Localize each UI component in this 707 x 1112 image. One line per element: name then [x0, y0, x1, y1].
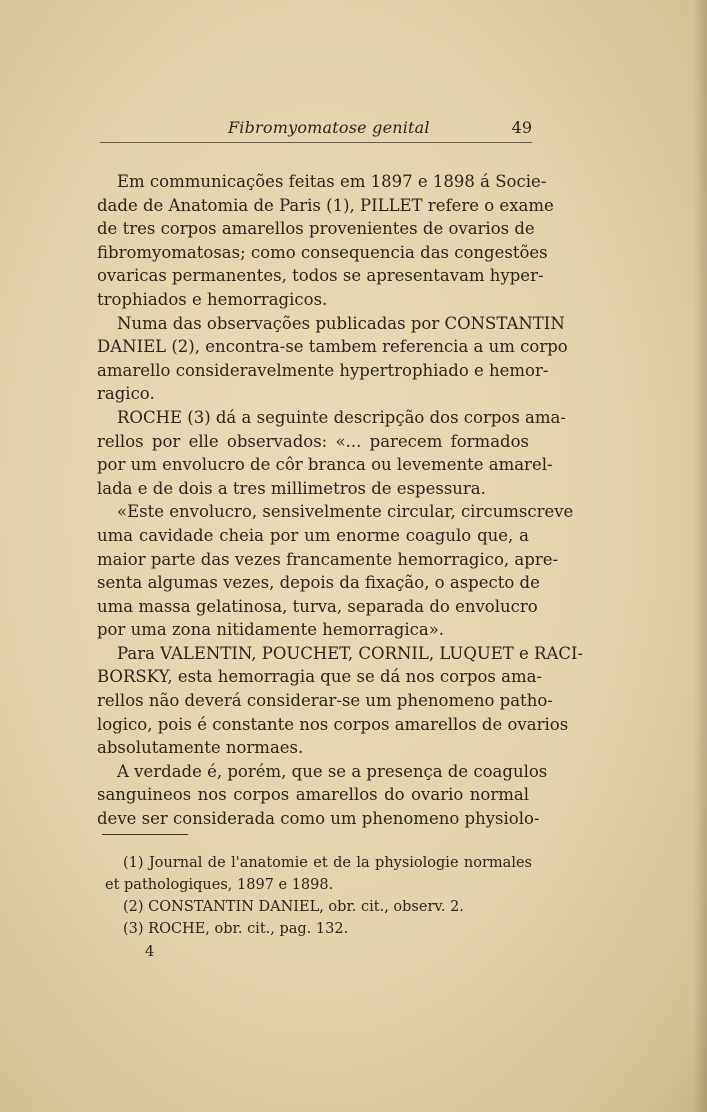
body-line: Em communicações feitas em 1897 e 1898 á Socie-: [117, 172, 547, 191]
footnote-line: et pathologiques, 1897 e 1898.: [105, 877, 334, 893]
page-number: 49: [511, 118, 532, 137]
body-text: [97, 170, 584, 831]
body-line: por um envolucro de côr branca ou levemente amarel-: [97, 455, 553, 475]
body-line: DANIEL (2), encontra-se tambem referencia a um corpo: [97, 337, 568, 357]
footnotes: [105, 852, 532, 940]
body-line: maior parte das vezes francamente hemorragico, apre-: [97, 549, 559, 569]
body-line: de tres corpos amarellos provenientes de ovarios de: [97, 219, 535, 239]
body-line: sanguineos nos corpos amarellos do ovario normal: [97, 785, 529, 805]
body-line: por uma zona nitidamente hemorragica».: [97, 620, 445, 640]
footnote-divider: [102, 834, 188, 835]
body-line: fibromyomatosas; como consequencia das congestões: [97, 242, 548, 262]
body-line: Para VALENTIN, POUCHET, CORNIL, LUQUET e RACI-: [117, 643, 584, 663]
body-line: lada e de dois a tres millimetros de espessura.: [97, 478, 486, 498]
body-line: amarello consideravelmente hypertrophiado e hemor-: [97, 360, 549, 380]
running-title: Fibromyomatose genital: [228, 118, 430, 137]
body-line: absolutamente normaes.: [97, 738, 304, 758]
body-line: deve ser considerada como um phenomeno physiolo-: [97, 809, 540, 829]
body-line: A verdade é, porém, que se a presença de coagulos: [117, 761, 548, 781]
body-line: logico, pois é constante nos corpos amarellos de ovarios: [97, 714, 569, 734]
body-line: rellos por elle observados: «... parecem formados: [97, 431, 529, 451]
signature-mark: 4: [145, 944, 155, 960]
footnote-line: (2) CONSTANTIN DANIEL, obr. cit., observ. 2.: [123, 899, 464, 915]
body-line: ovaricas permanentes, todos se apresentavam hyper-: [97, 266, 544, 286]
body-line: uma massa gelatinosa, turva, separada do envolucro: [97, 596, 538, 616]
body-line: ROCHE (3) dá a seguinte descripção dos corpos ama-: [117, 407, 566, 427]
page-header: [100, 116, 532, 143]
body-line: «Este envolucro, sensivelmente circular, circumscreve: [117, 502, 574, 522]
page-edge-shadow: [693, 0, 707, 1112]
footnote-line: (3) ROCHE, obr. cit., pag. 132.: [123, 921, 349, 937]
footnote-line: (1) Journal de l'anatomie et de la physiologie normales: [123, 855, 532, 871]
body-line: rellos não deverá considerar-se um phenomeno patho-: [97, 691, 553, 711]
body-line: BORSKY, esta hemorragia que se dá nos corpos ama-: [97, 667, 543, 687]
body-line: trophiados e hemorragicos.: [97, 289, 328, 309]
body-line: uma cavidade cheia por um enorme coagulo que, a: [97, 525, 529, 545]
body-line: dade de Anatomia de Paris (1), PILLET refere o exame: [97, 195, 554, 215]
body-line: senta algumas vezes, depois da fixação, o aspecto de: [97, 573, 540, 593]
body-line: Numa das observações publicadas por CONSTANTIN: [117, 313, 565, 333]
body-line: ragico.: [97, 384, 155, 404]
